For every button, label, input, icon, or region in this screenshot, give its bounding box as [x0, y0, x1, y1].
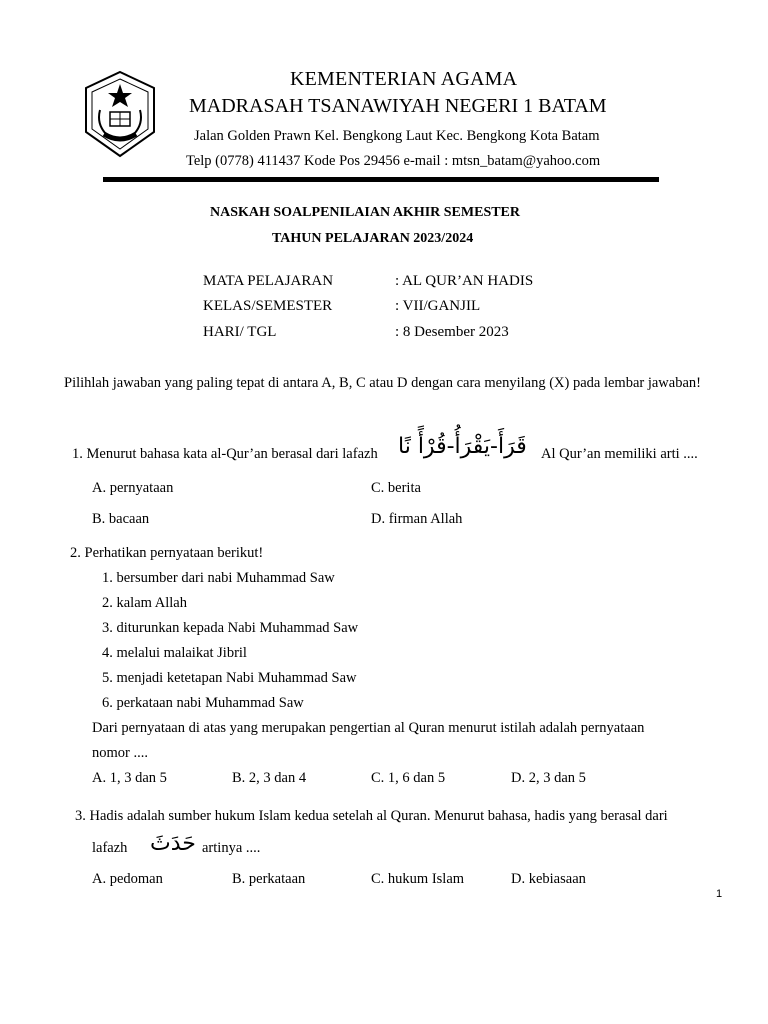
q2-item: 2. kalam Allah [102, 595, 187, 611]
header-ministry: KEMENTERIAN AGAMA [290, 68, 518, 90]
q1-suffix: Al Qur’an memiliki arti .... [541, 446, 698, 462]
q2-option-c: C. 1, 6 dan 5 [371, 770, 446, 786]
q1-arabic: قَرَأَ-يَقْرَأُ-قُرْأً نًا [398, 434, 527, 459]
header-address: Jalan Golden Prawn Kel. Bengkong Laut Kec. Bengkong Kota Batam [194, 128, 600, 144]
q2-stem: 2. Perhatikan pernyataan berikut! [70, 545, 264, 561]
q1-option-c: C. berita [371, 480, 421, 496]
page-number: 1 [716, 888, 723, 900]
q2-item: 3. diturunkan kepada Nabi Muhammad Saw [102, 620, 359, 636]
q2-question-line2: nomor .... [92, 745, 148, 761]
q2-item: 4. melalui malaikat Jibril [102, 645, 247, 661]
q3-suffix: artinya .... [202, 840, 261, 856]
header-contact: Telp (0778) 411437 Kode Pos 29456 e-mail : mtsn_batam@yahoo.com [186, 153, 601, 169]
doc-subtitle: TAHUN PELAJARAN 2023/2024 [272, 231, 474, 246]
doc-title: NASKAH SOALPENILAIAN AKHIR SEMESTER [210, 205, 521, 220]
info-value-date: : 8 Desember 2023 [395, 324, 509, 340]
info-value-class: : VII/GANJIL [395, 298, 481, 314]
q2-option-d: D. 2, 3 dan 5 [511, 770, 586, 786]
q2-option-a: A. 1, 3 dan 5 [92, 770, 167, 786]
q1-option-a: A. pernyataan [92, 480, 174, 496]
q3-arabic: حَدَثَ [150, 831, 196, 856]
q1-option-b: B. bacaan [92, 511, 150, 527]
q3-option-d: D. kebiasaan [511, 871, 586, 887]
info-label-class: KELAS/SEMESTER [203, 298, 333, 314]
instruction: Pilihlah jawaban yang paling tepat di antara A, B, C atau D dengan cara menyilang (X) pada lembar jawaban! [64, 375, 701, 391]
info-label-date: HARI/ TGL [203, 324, 277, 340]
header-divider [103, 177, 659, 182]
q2-question-line1: Dari pernyataan di atas yang merupakan pengertian al Quran menurut istilah adalah pernyataan [92, 720, 645, 736]
q1-prefix: 1. Menurut bahasa kata al-Qur’an berasal dari lafazh [72, 446, 378, 462]
q3-option-a: A. pedoman [92, 871, 163, 887]
info-value-subject: : AL QUR’AN HADIS [395, 273, 534, 289]
q3-line1: 3. Hadis adalah sumber hukum Islam kedua setelah al Quran. Menurut bahasa, hadis yang berasal dari [75, 808, 668, 824]
q2-option-b: B. 2, 3 dan 4 [232, 770, 307, 786]
q2-item: 1. bersumber dari nabi Muhammad Saw [102, 570, 335, 586]
ministry-logo [82, 70, 158, 158]
header-school: MADRASAH TSANAWIYAH NEGERI 1 BATAM [189, 95, 607, 117]
q2-item: 6. perkataan nabi Muhammad Saw [102, 695, 304, 711]
q1-option-d: D. firman Allah [371, 511, 463, 527]
q3-lafazh: lafazh [92, 840, 128, 856]
q3-option-c: C. hukum Islam [371, 871, 465, 887]
q2-item: 5. menjadi ketetapan Nabi Muhammad Saw [102, 670, 357, 686]
info-label-subject: MATA PELAJARAN [203, 273, 334, 289]
q3-option-b: B. perkataan [232, 871, 306, 887]
